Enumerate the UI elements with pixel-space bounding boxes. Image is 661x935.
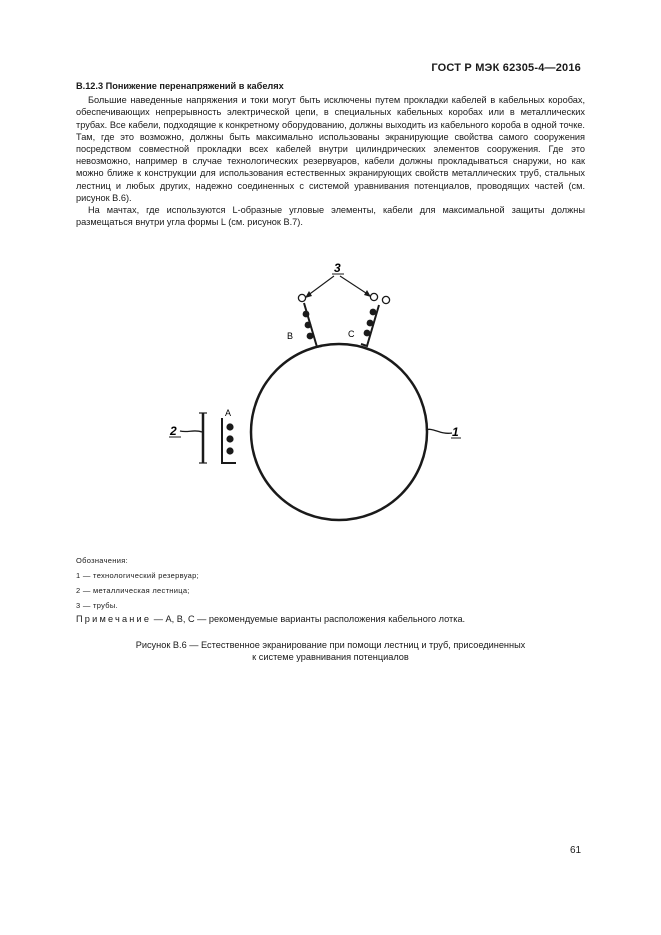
legend-item: 3 — трубы.: [76, 601, 118, 610]
cable: [367, 320, 374, 327]
ladder-label: 2: [170, 424, 177, 438]
document-code: ГОСТ Р МЭК 62305-4—2016: [431, 62, 581, 74]
figure-caption: [76, 639, 585, 663]
diagram: [0, 255, 661, 545]
caption-line: Рисунок В.6 — Естественное экранирование при помощи лестниц и труб, присоединенных: [135, 640, 526, 650]
tank-leader-line: [426, 429, 452, 433]
cable: [370, 309, 377, 316]
cable: [305, 322, 312, 329]
arrowhead: [364, 290, 371, 297]
cable: [303, 311, 310, 318]
caption-line: к системе уравнивания потенциалов: [252, 652, 409, 662]
note: [76, 614, 465, 624]
pipe: [298, 294, 305, 301]
note-prefix: Примечание: [76, 614, 152, 624]
arrowhead: [305, 291, 312, 298]
section-text: [76, 80, 585, 228]
ladder-leader-line: [180, 431, 202, 432]
legend-title: Обозначения:: [76, 556, 128, 565]
cable: [364, 330, 371, 337]
tray-a-label: A: [225, 408, 232, 418]
pipe: [370, 293, 377, 300]
legend-item: 2 — металлическая лестница;: [76, 586, 190, 595]
legend-item: 1 — технологический резервуар;: [76, 571, 200, 580]
pipe: [382, 296, 389, 303]
note-text: — A, B, C — рекомендуемые варианты расположения кабельного лотка.: [151, 614, 466, 624]
tray-c-label: C: [348, 329, 355, 339]
tank-circle: [251, 344, 427, 520]
paragraph: На мачтах, где используются L-образные угловые элементы, кабели для максимальной защиты должны размещаться внутри угла формы L (см. рисунок В.7).: [76, 205, 585, 228]
figure-b6: [0, 255, 661, 545]
cable: [307, 333, 314, 340]
page-number: 61: [570, 845, 582, 856]
tray-b-label: B: [287, 331, 294, 341]
paragraph: Большие наведенные напряжения и токи могут быть исключены путем прокладки кабелей в кабельных коробах, обеспечивающих непрерывность электрической цепи, в специальных кабельных коробах или в металлических трубах. Все кабели, подходящие к конкретному оборудованию, должны выходить из кабельного короба в одной точке. Там, где это возможно, должны быть максимально использованы экранирующие свойства самого сооружения посредством совместной прокладки всех кабелей внутри цилиндрических элементов сооружения. Где это невозможно, например в случае технологических резервуаров, кабели должны прокладываться снаружи, но как можно ближе к конструкции для использования естественных экранирующих свойств металлических труб, стальных лестниц и любых других, надежно соединенных с системой уравнивания потенциалов, проводящих частей (см. рисунок В.6).: [76, 95, 585, 203]
pipes-label: 3: [334, 261, 341, 275]
section-title: В.12.3 Понижение перенапряжений в кабелях: [76, 81, 284, 91]
legend: [76, 553, 199, 613]
tank-label: 1: [452, 425, 459, 439]
cable: [226, 423, 233, 430]
cable: [226, 447, 233, 454]
cable: [226, 435, 233, 442]
pipes-arrow-left: [307, 276, 334, 296]
pipes-arrow-right: [340, 276, 369, 295]
